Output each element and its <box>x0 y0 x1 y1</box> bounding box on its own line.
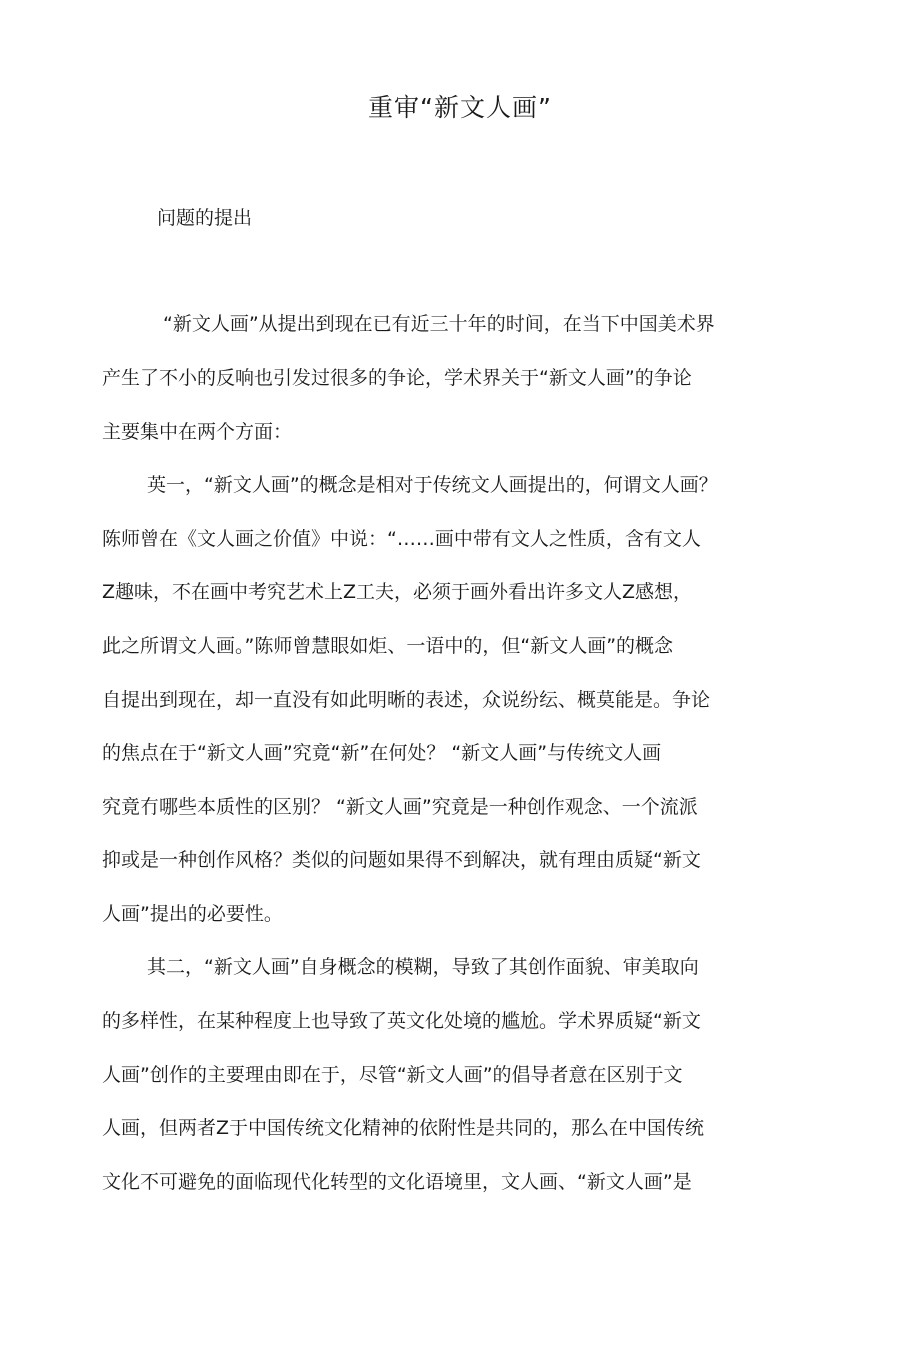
text-line: 此之所谓文人画。”陈师曾慧眼如炬、一语中的，但“新文人画”的概念 <box>102 635 674 657</box>
text-line: 人画，但两者Z于中国传统文化精神的依附性是共同的，那么在中国传统 <box>102 1117 705 1139</box>
section-heading: 问题的提出 <box>157 207 253 229</box>
text-line: 抑或是一种创作风格？类似的问题如果得不到解决，就有理由质疑“新文 <box>102 849 701 871</box>
text-line: 的焦点在于“新文人画”究竟“新”在何处？ “新文人画”与传统文人画 <box>102 742 662 764</box>
text-line: 主要集中在两个方面： <box>102 421 293 443</box>
text-line: 自提出到现在，却一直没有如此明晰的表述，众说纷纭、概莫能是。争论 <box>102 689 711 711</box>
text-line: 的多样性，在某种程度上也导致了英文化处境的尴尬。学术界质疑“新文 <box>102 1010 701 1032</box>
page-title: 重审“新文人画” <box>368 93 552 122</box>
text-line: 人画”创作的主要理由即在于，尽管“新文人画”的倡导者意在区别于文 <box>102 1064 683 1086</box>
text-line: 产生了不小的反响也引发过很多的争论，学术界关于“新文人画”的争论 <box>102 367 692 389</box>
text-line: 英一，“新文人画”的概念是相对于传统文人画提出的，何谓文人画？ <box>147 474 718 496</box>
text-line: 其二，“新文人画”自身概念的模糊，导致了其创作面貌、审美取向 <box>147 956 699 978</box>
text-line: 究竟冇哪些本质性的区别？ “新文人画”究竟是一种创作观念、一个流派 <box>102 796 698 818</box>
text-line: 陈师曾在《文人画之价值》中说：“……画中带有文人之性质，含有文人 <box>102 528 701 550</box>
text-line: “新文人画”从提出到现在已有近三十年的时间，在当下中国美术界 <box>163 313 715 335</box>
text-line: 人画”提出的必要性。 <box>102 903 283 925</box>
text-line: 文化不可避免的面临现代化转型的文化语境里，文人画、“新文人画”是 <box>102 1171 692 1193</box>
text-line: Z趣味，不在画中考究艺术上Z工夫，必须于画外看出许多文人Z感想， <box>102 581 693 603</box>
